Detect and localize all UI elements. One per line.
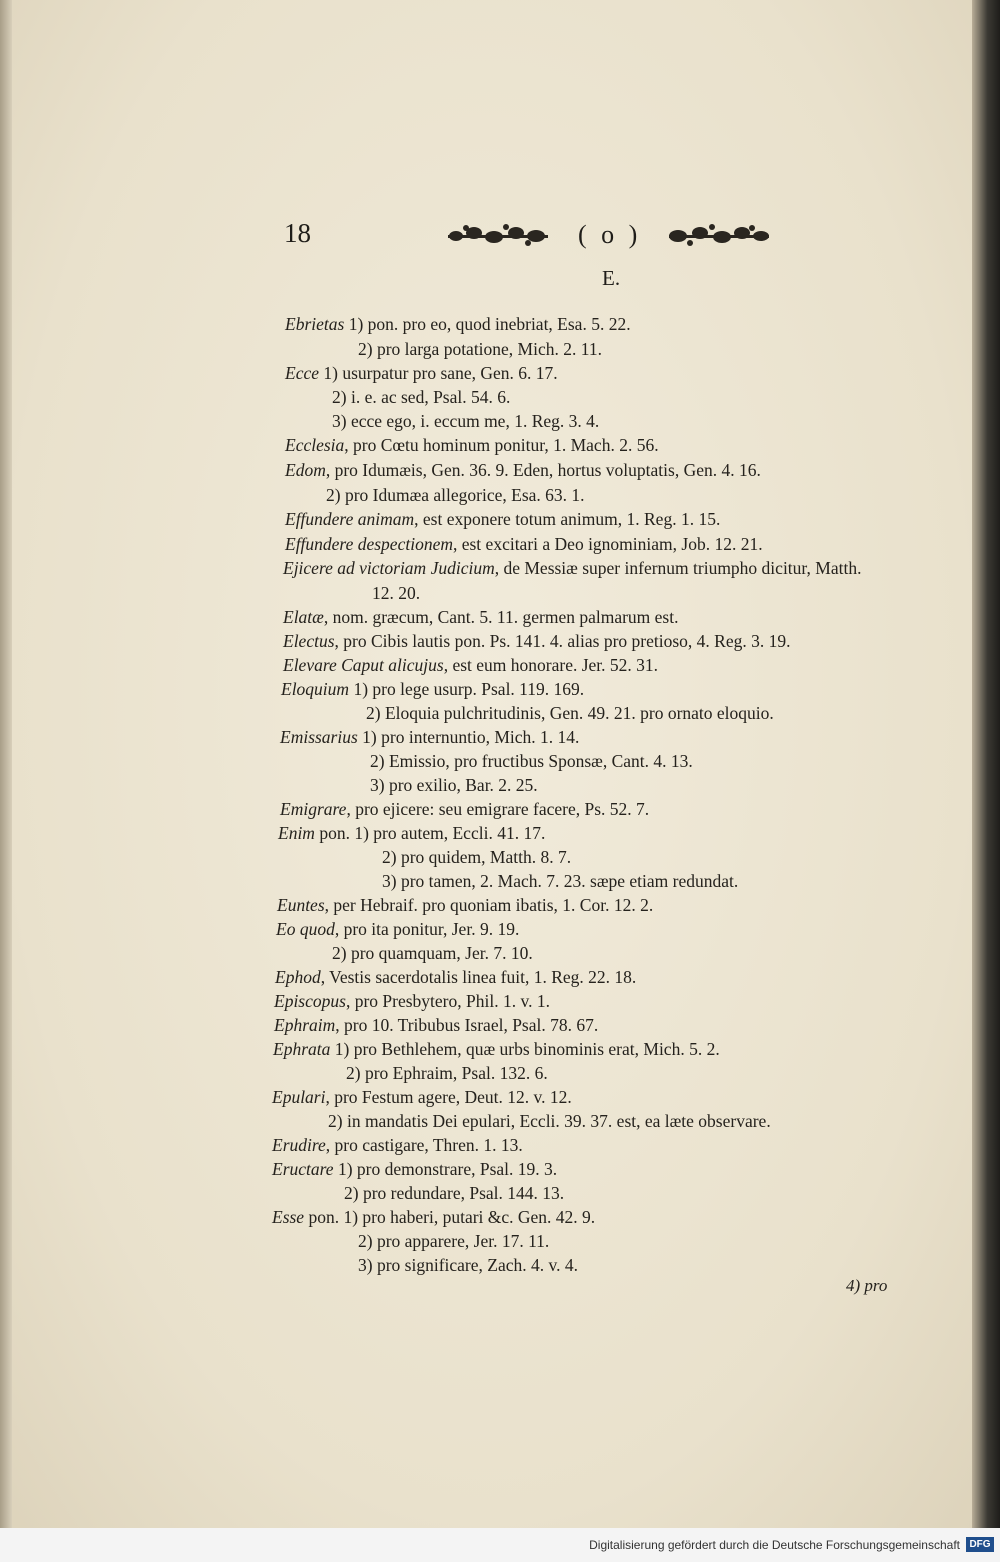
- entry-line: [332, 942, 533, 964]
- entry-text: 3) pro exilio, Bar. 2. 25.: [370, 775, 538, 795]
- entry-line: [366, 702, 774, 724]
- entry-line: [280, 726, 579, 748]
- entry-headword: Ecclesia: [285, 435, 345, 455]
- entry-text: , est exponere totum animum, 1. Reg. 1. 15.: [414, 509, 721, 529]
- entry-text: , per Hebraif. pro quoniam ibatis, 1. Cor. 12. 2.: [324, 895, 654, 915]
- entry-line: [280, 798, 649, 820]
- section-letter: E.: [602, 266, 621, 290]
- page-gutter: [0, 0, 12, 1528]
- entry-line: [285, 434, 659, 456]
- entry-text: 2) Eloquia pulchritudinis, Gen. 49. 21. pro ornato eloquio.: [366, 703, 774, 723]
- entry-line: [332, 386, 510, 408]
- entry-text: 1) usurpatur pro sane, Gen. 6. 17.: [319, 363, 558, 383]
- entry-text: 2) in mandatis Dei epulari, Eccli. 39. 37. est, ea læte observare.: [328, 1111, 771, 1131]
- entry-text: , pro Cibis lautis pon. Ps. 141. 4. alias pro pretioso, 4. Reg. 3. 19.: [334, 631, 791, 651]
- entry-text: 12. 20.: [372, 583, 421, 603]
- entry-line: [272, 1086, 572, 1108]
- entry-line: [283, 654, 658, 676]
- entry-headword: Elatæ: [283, 607, 324, 627]
- entry-line: [382, 870, 738, 892]
- entry-headword: Erudire: [272, 1135, 326, 1155]
- entry-text: 2) pro quidem, Matth. 8. 7.: [382, 847, 572, 867]
- entry-line: [272, 1134, 523, 1156]
- entry-headword: Edom: [285, 460, 326, 480]
- book-edge: [972, 0, 1000, 1528]
- entry-headword: Effundere animam: [285, 509, 415, 529]
- entry-text: , pro ita ponitur, Jer. 9. 19.: [334, 919, 520, 939]
- entry-headword: Ecce: [285, 363, 319, 383]
- entry-line: [370, 750, 693, 772]
- entry-headword: Eo quod: [276, 919, 335, 939]
- entry-text: 3) pro significare, Zach. 4. v. 4.: [358, 1255, 578, 1275]
- entry-line: [277, 894, 653, 916]
- entry-line: [358, 1254, 578, 1276]
- entry-text: pon. 1) pro autem, Eccli. 41. 17.: [314, 823, 546, 843]
- entry-text: , pro castigare, Thren. 1. 13.: [325, 1135, 523, 1155]
- entry-headword: Epulari: [272, 1087, 326, 1107]
- footer-credit: Digitalisierung gefördert durch die Deutsche Forschungsgemeinschaft: [589, 1538, 960, 1552]
- entry-line: [273, 1038, 720, 1060]
- entry-text: 2) pro larga potatione, Mich. 2. 11.: [358, 339, 602, 359]
- entry-headword: Ephod: [275, 967, 321, 987]
- entry-line: [285, 508, 720, 530]
- entry-headword: Emissarius: [280, 727, 358, 747]
- entry-line: [283, 557, 861, 579]
- entry-line: [283, 606, 678, 628]
- entry-headword: Effundere despectionem: [285, 534, 453, 554]
- entry-text: 1) pro internuntio, Mich. 1. 14.: [357, 727, 580, 747]
- entry-text: , nom. græcum, Cant. 5. 11. germen palmarum est.: [323, 607, 679, 627]
- entry-text: 2) pro redundare, Psal. 144. 13.: [344, 1183, 565, 1203]
- ornament-left-icon: [446, 222, 550, 248]
- entry-line: [326, 484, 585, 506]
- entry-text: 1) pon. pro eo, quod inebriat, Esa. 5. 22.: [344, 314, 631, 334]
- entry-text: , pro ejicere: seu emigrare facere, Ps. 52. 7.: [346, 799, 650, 819]
- entry-text: 2) pro Idumæa allegorice, Esa. 63. 1.: [326, 485, 585, 505]
- entry-line: [272, 1206, 595, 1228]
- entry-headword: Enim: [278, 823, 315, 843]
- entry-line: [285, 362, 558, 384]
- entry-line: [328, 1110, 771, 1132]
- entry-line: [281, 678, 584, 700]
- entry-headword: Elevare Caput alicujus: [283, 655, 444, 675]
- entry-text: pon. 1) pro haberi, putari &c. Gen. 42. 9.: [304, 1207, 596, 1227]
- entry-line: [274, 990, 550, 1012]
- catchword: 4) pro: [846, 1276, 888, 1295]
- entry-line: [344, 1182, 564, 1204]
- ornament-right-icon: [666, 222, 772, 248]
- page-number: 18: [284, 218, 311, 248]
- entry-text: , pro Festum agere, Deut. 12. v. 12.: [325, 1087, 572, 1107]
- entry-line: [382, 846, 571, 868]
- entry-line: [358, 338, 602, 360]
- entry-headword: Eloquium: [281, 679, 350, 699]
- entry-line: [372, 582, 420, 604]
- entry-line: [276, 918, 519, 940]
- entry-headword: Ebrietas: [285, 314, 345, 334]
- entry-line: [274, 1014, 598, 1036]
- entry-headword: Electus: [283, 631, 335, 651]
- entry-headword: Esse: [272, 1207, 305, 1227]
- entry-line: [283, 630, 790, 652]
- entry-text: 1) pro Bethlehem, quæ urbs binominis erat, Mich. 5. 2.: [330, 1039, 720, 1059]
- entry-line: [272, 1158, 557, 1180]
- entry-text: 2) Emissio, pro fructibus Sponsæ, Cant. 4. 13.: [370, 751, 693, 771]
- entry-line: [346, 1062, 548, 1084]
- entry-line: [285, 459, 761, 481]
- entry-line: [370, 774, 538, 796]
- entry-headword: Ejicere ad victoriam Judicium: [283, 558, 495, 578]
- entry-text: 2) pro apparere, Jer. 17. 11.: [358, 1231, 550, 1251]
- entry-text: , pro Idumæis, Gen. 36. 9. Eden, hortus voluptatis, Gen. 4. 16.: [325, 460, 761, 480]
- entry-line: [285, 313, 631, 335]
- entry-headword: Emigrare: [280, 799, 347, 819]
- entry-text: , pro 10. Tribubus Israel, Psal. 78. 67.: [335, 1015, 599, 1035]
- entry-line: [275, 966, 636, 988]
- entry-headword: Episcopus: [274, 991, 346, 1011]
- entry-headword: Ephrata: [273, 1039, 331, 1059]
- entry-headword: Ephraim: [274, 1015, 336, 1035]
- entry-line: [358, 1230, 549, 1252]
- entry-headword: Euntes: [277, 895, 325, 915]
- entry-line: [278, 822, 545, 844]
- entry-text: 3) pro tamen, 2. Mach. 7. 23. sæpe etiam redundat.: [382, 871, 739, 891]
- entry-text: 2) pro quamquam, Jer. 7. 10.: [332, 943, 533, 963]
- entry-headword: Eructare: [272, 1159, 334, 1179]
- entry-text: , Vestis sacerdotalis linea fuit, 1. Reg. 22. 18.: [320, 967, 637, 987]
- entry-line: [285, 533, 763, 555]
- entry-text: 3) ecce ego, i. eccum me, 1. Reg. 3. 4.: [332, 411, 600, 431]
- footer-bar: [0, 1528, 1000, 1562]
- entry-text: 2) i. e. ac sed, Psal. 54. 6.: [332, 387, 511, 407]
- entry-text: , est eum honorare. Jer. 52. 31.: [443, 655, 659, 675]
- entry-text: , est excitari a Deo ignominiam, Job. 12. 21.: [452, 534, 763, 554]
- entry-text: 1) pro demonstrare, Psal. 19. 3.: [333, 1159, 558, 1179]
- entry-text: , de Messiæ super infernum triumpho dicitur, Matth.: [494, 558, 862, 578]
- dfg-logo: DFG: [966, 1537, 994, 1552]
- entry-text: 2) pro Ephraim, Psal. 132. 6.: [346, 1063, 548, 1083]
- entry-line: [332, 410, 599, 432]
- entry-text: , pro Cœtu hominum ponitur, 1. Mach. 2. 56.: [344, 435, 659, 455]
- entry-text: , pro Presbytero, Phil. 1. v. 1.: [345, 991, 550, 1011]
- entry-text: 1) pro lege usurp. Psal. 119. 169.: [349, 679, 585, 699]
- header-parens: ( o ): [578, 220, 642, 249]
